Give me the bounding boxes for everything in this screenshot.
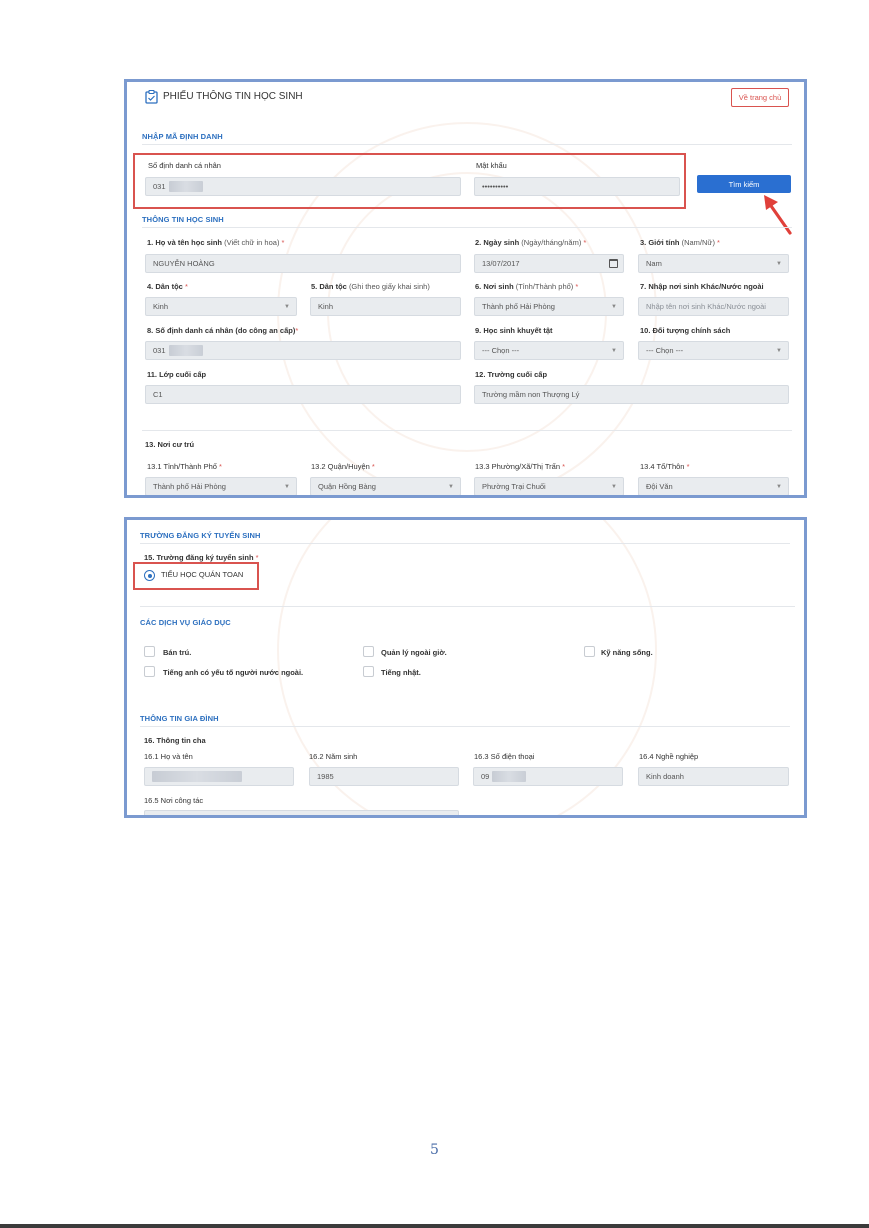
residence-label: 13. Nơi cư trú [145,440,195,449]
disability-value: --- Chọn --- [482,346,520,355]
district-value: Quận Hồng Bàng [318,482,376,491]
enroll-school-label: 15. Trường đăng ký tuyển sinh * [144,553,259,562]
chevron-down-icon: ▼ [284,484,290,490]
ethnic-value: Kinh [153,302,169,311]
father-info-label: 16. Thông tin cha [144,736,206,745]
father-year-label: 16.2 Năm sinh [309,752,358,761]
divider [140,606,795,607]
service-checkbox[interactable] [144,666,155,677]
service-label: Quản lý ngoài giờ. [381,648,447,657]
personal-id-label: Số định danh cá nhân [148,161,221,170]
redacted-blur [492,771,526,782]
service-label: Bán trú. [163,648,192,657]
chevron-down-icon: ▼ [776,261,782,267]
service-label: Kỹ năng sống. [601,648,653,657]
other-birthplace-input[interactable]: Nhập tên nơi sinh Khác/Nước ngoài [638,297,789,316]
father-phone-label: 16.3 Số điện thoại [474,752,535,761]
chevron-down-icon: ▼ [448,484,454,490]
father-name-input[interactable] [144,767,294,786]
password-value: •••••••••• [482,182,509,191]
father-job-label: 16.4 Nghề nghiệp [639,752,699,761]
gender-select[interactable] [638,254,789,273]
province-select[interactable] [145,477,297,496]
enroll-section-heading: TRƯỜNG ĐĂNG KÝ TUYỂN SINH [140,531,261,540]
ethnic-label: 4. Dân tộc * [147,282,188,291]
service-label: Tiếng nhật. [381,668,421,677]
chevron-down-icon: ▼ [284,304,290,310]
ward-label: 13.3 Phường/Xã/Thị Trấn * [475,462,566,471]
student-name-input[interactable]: NGUYỄN HOÀNG [145,254,461,273]
student-section-heading: THÔNG TIN HỌC SINH [142,215,224,224]
redacted-blur [169,345,203,356]
policy-value: --- Chọn --- [646,346,684,355]
province-value: Thành phố Hải Phòng [153,482,226,491]
search-button[interactable]: Tìm kiếm [697,175,791,193]
redacted-blur [169,181,203,192]
divider [142,227,792,228]
id-section-heading: NHẬP MÃ ĐỊNH DANH [142,132,223,141]
service-checkbox[interactable] [363,646,374,657]
father-year-input[interactable]: 1985 [309,767,459,786]
chevron-down-icon: ▼ [611,348,617,354]
personal-id-input[interactable] [145,177,461,196]
ward-value: Phường Trại Chuối [482,482,546,491]
father-job-input[interactable]: Kinh doanh [638,767,789,786]
province-label: 13.1 Tỉnh/Thành Phố * [147,462,222,471]
group-label: 13.4 Tổ/Thôn * [640,462,690,471]
gender-label: 3. Giới tính (Nam/Nữ) * [640,238,720,247]
disability-select[interactable] [474,341,624,360]
school-radio[interactable] [144,570,155,581]
school-option-label: TIỂU HỌC QUÁN TOAN [161,570,244,579]
father-name-label: 16.1 Họ và tên [144,752,193,761]
father-phone-value: 09 [481,772,490,781]
calendar-icon[interactable] [609,259,618,268]
chevron-down-icon: ▼ [611,304,617,310]
service-label: Tiếng anh có yếu tố người nước ngoài. [163,668,304,677]
last-class-input[interactable]: C1 [145,385,461,404]
other-birthplace-label: 7. Nhập nơi sinh Khác/Nước ngoài [640,282,764,291]
divider [142,144,792,145]
birthplace-select[interactable] [474,297,624,316]
services-section-heading: CÁC DỊCH VỤ GIÁO DỤC [140,618,231,627]
birthplace-label: 6. Nơi sinh (Tỉnh/Thành phố) * [475,282,579,291]
ward-select[interactable] [474,477,624,496]
page-title: PHIẾU THÔNG TIN HỌC SINH [163,91,303,102]
police-id-value: 031 [153,346,166,355]
service-checkbox[interactable] [584,646,595,657]
service-checkbox[interactable] [363,666,374,677]
password-input[interactable] [474,177,680,196]
policy-label: 10. Đối tượng chính sách [640,326,731,335]
divider [140,726,790,727]
dob-label: 2. Ngày sinh (Ngày/tháng/năm) * [475,238,587,247]
father-phone-input[interactable] [473,767,623,786]
group-select[interactable] [638,477,789,496]
ethnic-select[interactable] [145,297,297,316]
last-school-input[interactable]: Trường mầm non Thượng Lý [474,385,789,404]
clipboard-icon [145,90,158,104]
district-label: 13.2 Quận/Huyện * [311,462,375,471]
red-arrow-icon [760,193,794,237]
home-button[interactable]: Về trang chủ [731,88,789,107]
birthplace-value: Thành phố Hải Phòng [482,302,555,311]
page-number: 5 [430,1142,439,1158]
dob-input[interactable] [474,254,624,273]
police-id-label: 8. Số định danh cá nhân (do công an cấp)* [147,326,299,335]
family-section-heading: THÔNG TIN GIA ĐÌNH [140,714,219,723]
father-work-label: 16.5 Nơi công tác [144,796,204,805]
chevron-down-icon: ▼ [776,484,782,490]
password-label: Mật khẩu [476,161,507,170]
group-value: Đội Văn [646,482,673,491]
district-select[interactable] [310,477,461,496]
ethnic2-label: 5. Dân tộc (Ghi theo giấy khai sinh) [311,282,430,291]
disability-label: 9. Học sinh khuyết tật [475,326,553,335]
father-work-input[interactable] [144,810,459,818]
divider [140,543,790,544]
police-id-input[interactable] [145,341,461,360]
chevron-down-icon: ▼ [611,484,617,490]
enrollment-form-panel [124,517,807,818]
ethnic2-input[interactable]: Kinh [310,297,461,316]
redacted-blur [152,771,242,782]
student-info-form-panel [124,79,807,498]
student-name-label: 1. Họ và tên học sinh (Viết chữ in hoa) * [147,238,285,247]
policy-select[interactable] [638,341,789,360]
personal-id-value: 031 [153,182,166,191]
service-checkbox[interactable] [144,646,155,657]
divider [142,430,792,431]
gender-value: Nam [646,259,662,268]
chevron-down-icon: ▼ [776,348,782,354]
dob-value: 13/07/2017 [482,259,520,268]
bottom-edge [0,1224,869,1228]
last-school-label: 12. Trường cuối cấp [475,370,548,379]
last-class-label: 11. Lớp cuối cấp [147,370,207,379]
